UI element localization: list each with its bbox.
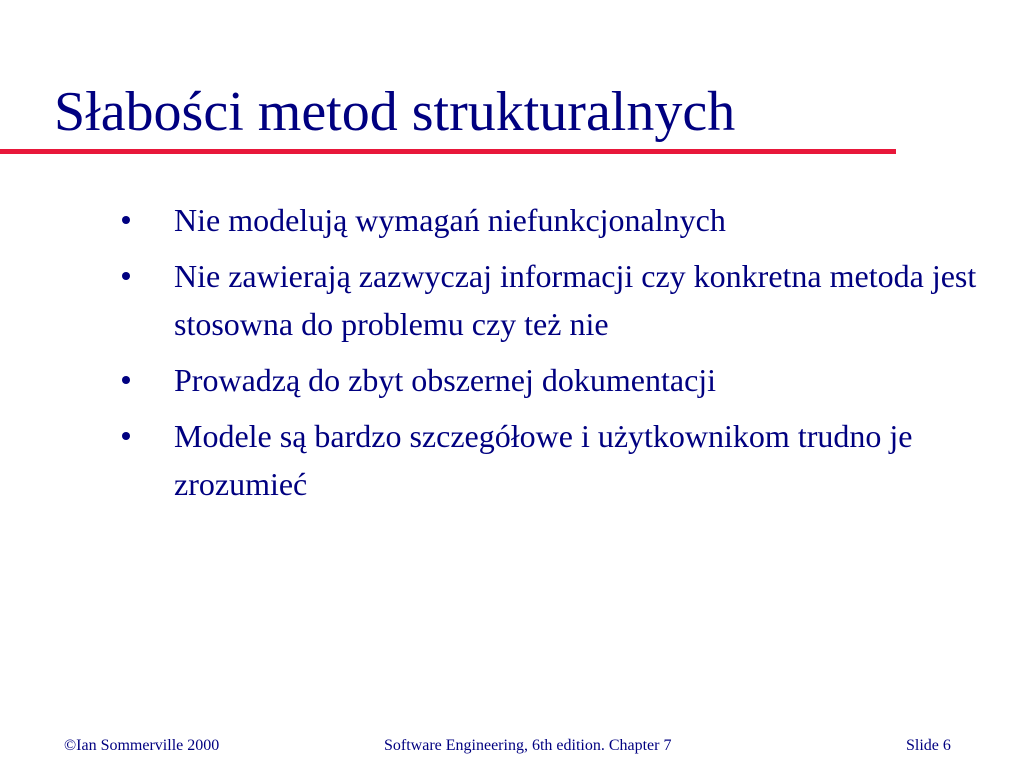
bullet-list <box>122 196 982 516</box>
bullet-item <box>122 196 982 244</box>
bullet-icon <box>122 376 130 384</box>
bullet-icon <box>122 216 130 224</box>
bullet-icon <box>122 272 130 280</box>
title-underline <box>0 149 896 154</box>
bullet-icon <box>122 432 130 440</box>
bullet-text: Nie modelują wymagań niefunkcjonalnych <box>174 202 726 238</box>
footer-course-title: Software Engineering, 6th edition. Chapter 7 <box>384 737 672 754</box>
bullet-text: Nie zawierają zazwyczaj informacji czy konkretna metoda jest stosowna do problemu czy też nie <box>174 258 977 342</box>
bullet-item <box>122 356 982 404</box>
bullet-text: Prowadzą do zbyt obszernej dokumentacji <box>174 362 717 398</box>
bullet-text: Modele są bardzo szczegółowe i użytkownikom trudno je zrozumieć <box>174 418 913 502</box>
footer-copyright: ©Ian Sommerville 2000 <box>64 737 220 754</box>
slide-title: Słabości metod strukturalnych <box>54 81 736 143</box>
footer-slide-number: Slide 6 <box>906 737 951 754</box>
bullet-item <box>122 412 982 508</box>
bullet-item <box>122 252 982 348</box>
